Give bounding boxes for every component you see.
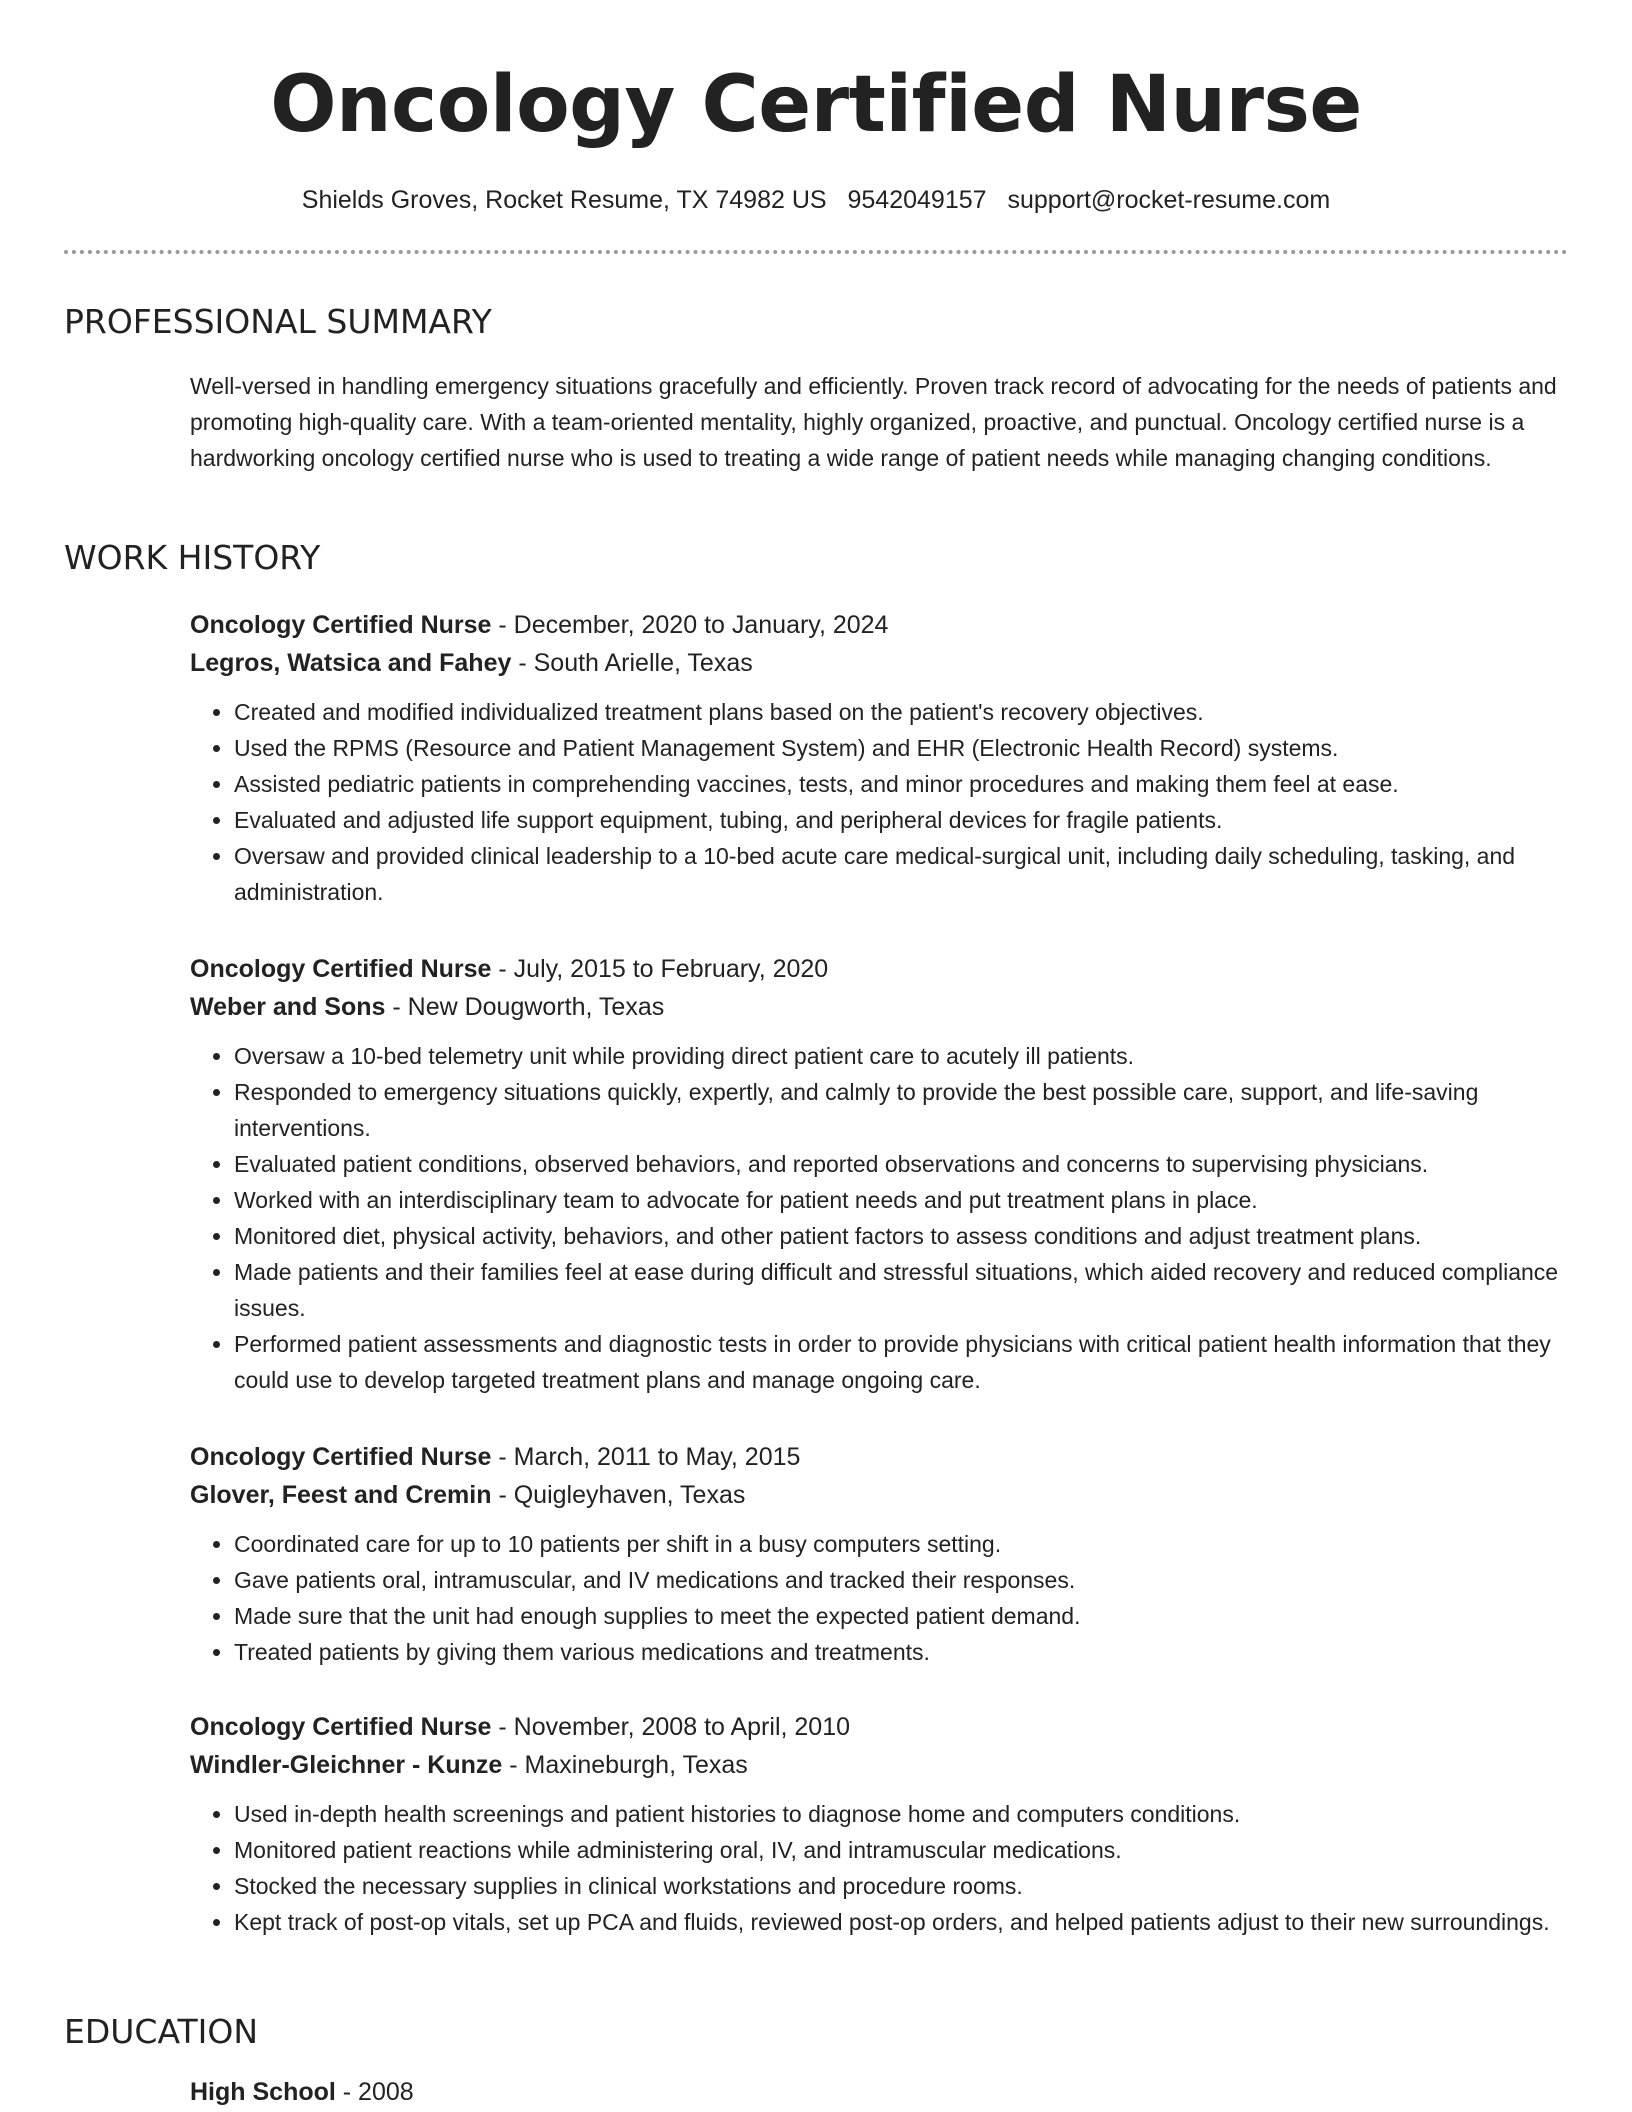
job-company: Glover, Feest and Cremin bbox=[190, 1481, 492, 1509]
duty-item: • Coordinated care for up to 10 patients per shift in a busy computers setting. bbox=[234, 1526, 1570, 1562]
job-entry bbox=[190, 1708, 1570, 1940]
job-dates: December, 2020 to January, 2024 bbox=[513, 611, 889, 639]
duty-item: • Oversaw and provided clinical leadership to a 10-bed acute care medical-surgical unit, including daily scheduling, tasking, and administration. bbox=[234, 838, 1570, 910]
job-company-line: Legros, Watsica and Fahey - South Arielle, Texas bbox=[190, 649, 753, 677]
contact-address: Shields Groves, Rocket Resume, TX 74982 US bbox=[301, 186, 827, 214]
duty-item: • Created and modified individualized treatment plans based on the patient's recovery objectives. bbox=[234, 694, 1570, 730]
contact-email: support@rocket-resume.com bbox=[1007, 186, 1331, 214]
job-duties bbox=[190, 694, 1570, 910]
duty-item: • Used the RPMS (Resource and Patient Management System) and EHR (Electronic Health Record) systems. bbox=[234, 730, 1570, 766]
education-degree: High School bbox=[190, 2078, 336, 2106]
duty-item: • Worked with an interdisciplinary team to advocate for patient needs and put treatment plans in place. bbox=[234, 1182, 1570, 1218]
job-dates: November, 2008 to April, 2010 bbox=[513, 1713, 850, 1741]
education-heading: EDUCATION bbox=[64, 2012, 259, 2051]
duty-item: • Made sure that the unit had enough supplies to meet the expected patient demand. bbox=[234, 1598, 1570, 1634]
resume-header bbox=[0, 0, 1632, 216]
job-entry bbox=[190, 1438, 1570, 1670]
job-dates: July, 2015 to February, 2020 bbox=[513, 955, 829, 983]
duty-item: • Assisted pediatric patients in comprehending vaccines, tests, and minor procedures and making them feel at ease. bbox=[234, 766, 1570, 802]
header-divider bbox=[64, 250, 1568, 254]
job-company: Windler-Gleichner - Kunze bbox=[190, 1751, 503, 1779]
job-location: Maxineburgh, Texas bbox=[524, 1751, 748, 1779]
job-title: Oncology Certified Nurse bbox=[190, 1443, 492, 1471]
duty-item: • Evaluated and adjusted life support equipment, tubing, and peripheral devices for fragile patients. bbox=[234, 802, 1570, 838]
duty-item: • Monitored patient reactions while administering oral, IV, and intramuscular medications. bbox=[234, 1832, 1570, 1868]
duty-item: • Kept track of post-op vitals, set up PCA and fluids, reviewed post-op orders, and helped patients adjust to their new surroundings. bbox=[234, 1904, 1570, 1940]
job-entry bbox=[190, 950, 1570, 1398]
job-company: Weber and Sons bbox=[190, 993, 386, 1021]
duty-item: • Gave patients oral, intramuscular, and IV medications and tracked their responses. bbox=[234, 1562, 1570, 1598]
job-duties bbox=[190, 1038, 1570, 1398]
duty-item: • Monitored diet, physical activity, behaviors, and other patient factors to assess conditions and adjust treatment plans. bbox=[234, 1218, 1570, 1254]
duty-item: • Performed patient assessments and diagnostic tests in order to provide physicians with critical patient health information that they could use to develop targeted treatment plans and manage ongoing care. bbox=[234, 1326, 1570, 1398]
duty-item: • Treated patients by giving them various medications and treatments. bbox=[234, 1634, 1570, 1670]
duty-item: • Stocked the necessary supplies in clinical workstations and procedure rooms. bbox=[234, 1868, 1570, 1904]
job-company: Legros, Watsica and Fahey bbox=[190, 649, 512, 677]
job-title: Oncology Certified Nurse bbox=[190, 1713, 492, 1741]
summary-text: Well-versed in handling emergency situations gracefully and efficiently. Proven track record of advocating for the needs of patients and promoting high-quality care. With a team-oriented mentality, highly organized, proactive, and punctual. Oncology certified nurse is a hardworking oncology certified nurse who is used to treating a wide range of patient needs while managing changing conditions. bbox=[190, 373, 1557, 471]
education-entry: High School - 2008 bbox=[190, 2078, 414, 2106]
duty-item: • Used in-depth health screenings and patient histories to diagnose home and computers conditions. bbox=[234, 1796, 1570, 1832]
contact-line bbox=[0, 184, 1632, 216]
job-entry bbox=[190, 606, 1570, 910]
job-location: South Arielle, Texas bbox=[533, 649, 753, 677]
job-location: Quigleyhaven, Texas bbox=[513, 1481, 746, 1509]
job-location: New Dougworth, Texas bbox=[407, 993, 665, 1021]
job-company-line: Glover, Feest and Cremin - Quigleyhaven, Texas bbox=[190, 1481, 746, 1509]
contact-phone: 9542049157 bbox=[847, 186, 987, 214]
summary-heading: PROFESSIONAL SUMMARY bbox=[64, 302, 492, 341]
job-company-line: Weber and Sons - New Dougworth, Texas bbox=[190, 993, 665, 1021]
work-history-heading: WORK HISTORY bbox=[64, 538, 321, 577]
duty-item: • Oversaw a 10-bed telemetry unit while providing direct patient care to acutely ill patients. bbox=[234, 1038, 1570, 1074]
duty-item: • Made patients and their families feel at ease during difficult and stressful situations, which aided recovery and reduced compliance issues. bbox=[234, 1254, 1570, 1326]
job-duties bbox=[190, 1526, 1570, 1670]
job-title: Oncology Certified Nurse bbox=[190, 611, 492, 639]
duty-item: • Responded to emergency situations quickly, expertly, and calmly to provide the best possible care, support, and life-saving interventions. bbox=[234, 1074, 1570, 1146]
job-title: Oncology Certified Nurse bbox=[190, 955, 492, 983]
job-company-line: Windler-Gleichner - Kunze - Maxineburgh, Texas bbox=[190, 1751, 748, 1779]
job-dates: March, 2011 to May, 2015 bbox=[513, 1443, 801, 1471]
job-title-line: Oncology Certified Nurse - July, 2015 to February, 2020 bbox=[190, 955, 829, 983]
education-year: 2008 bbox=[358, 2078, 414, 2106]
job-title-line: Oncology Certified Nurse - December, 2020 to January, 2024 bbox=[190, 611, 889, 639]
duty-item: • Evaluated patient conditions, observed behaviors, and reported observations and concerns to supervising physicians. bbox=[234, 1146, 1570, 1182]
candidate-name: Oncology Certified Nurse bbox=[270, 60, 1362, 150]
job-title-line: Oncology Certified Nurse - November, 2008 to April, 2010 bbox=[190, 1713, 850, 1741]
job-title-line: Oncology Certified Nurse - March, 2011 to May, 2015 bbox=[190, 1443, 801, 1471]
job-duties bbox=[190, 1796, 1570, 1940]
